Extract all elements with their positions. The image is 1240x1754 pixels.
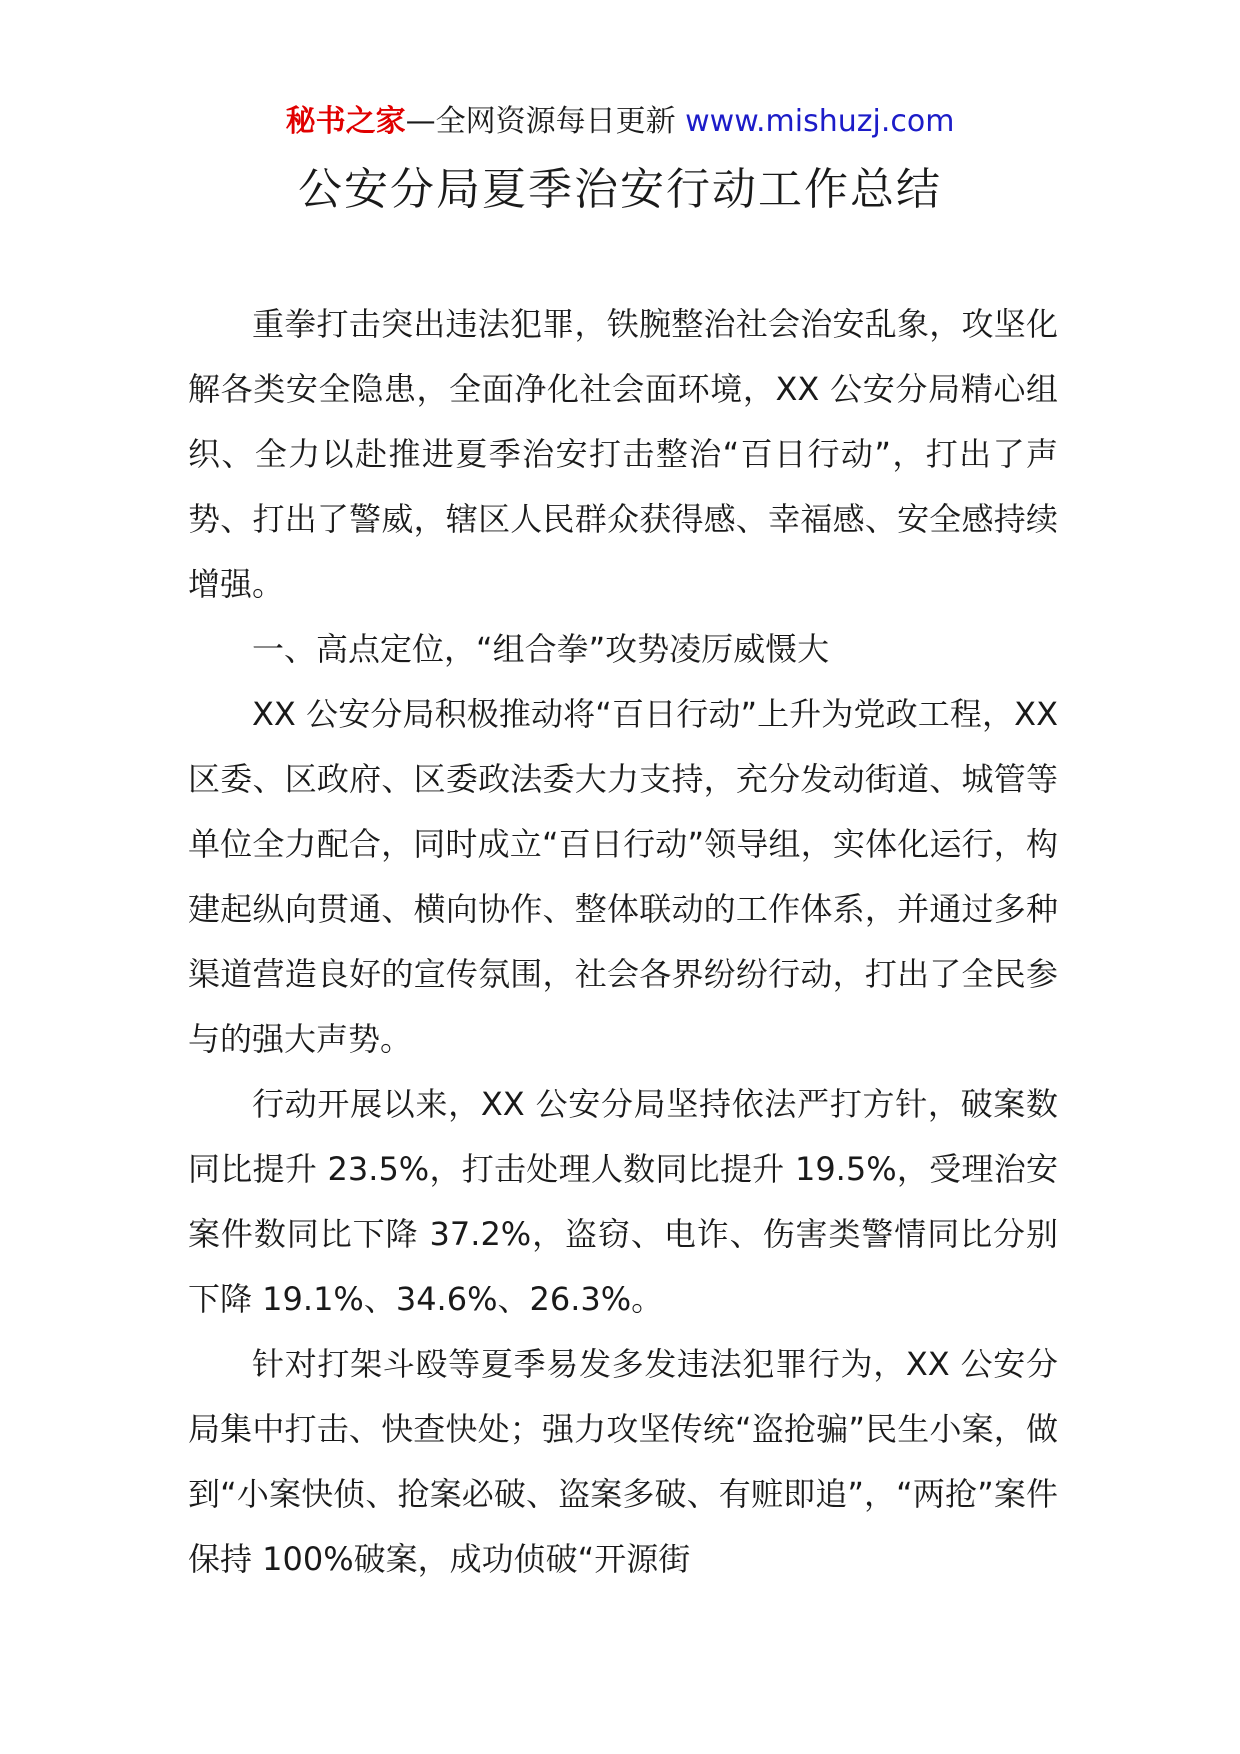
- document-title: 公安分局夏季治安行动工作总结: [298, 164, 942, 215]
- body-paragraph: 行动开展以来，XX 公安分局坚持依法严打方针，破案数同比提升 23.5%，打击处理人数同比提升 19.5%，受理治安案件数同比下降 37.2%，盗窃、电诈、伤害类警情同比分别下降 19.1%、34.6%、26.3%。: [188, 1085, 1058, 1318]
- site-url-link[interactable]: www.mishuzj.com: [685, 104, 955, 139]
- brand-name: 秘书之家: [285, 104, 406, 139]
- section-heading: 一、高点定位，“组合拳”攻势凌厉威慑大: [252, 630, 830, 668]
- header-tagline: —全网资源每日更新: [405, 104, 676, 139]
- site-header: [0, 100, 1240, 144]
- body-paragraph: XX 公安分局积极推动将“百日行动”上升为党政工程，XX 区委、区政府、区委政法委大力支持，充分发动街道、城管等单位全力配合，同时成立“百日行动”领导组，实体化运行，构建起纵向贯通、横向协作、整体联动的工作体系，并通过多种渠道营造良好的宣传氛围，社会各界纷纷行动，打出了全民参与的强大声势。: [188, 695, 1058, 1058]
- document-body: [188, 292, 1058, 1592]
- intro-paragraph: 重拳打击突出违法犯罪，铁腕整治社会治安乱象，攻坚化解各类安全隐患，全面净化社会面环境，XX 公安分局精心组织、全力以赴推进夏季治安打击整治“百日行动”，打出了声势、打出了警威，辖区人民群众获得感、幸福感、安全感持续增强。: [188, 305, 1058, 603]
- body-paragraph: 针对打架斗殴等夏季易发多发违法犯罪行为，XX 公安分局集中打击、快查快处；强力攻坚传统“盗抢骗”民生小案，做到“小案快侦、抢案必破、盗案多破、有赃即追”，“两抢”案件保持 100%破案，成功侦破“开源街: [188, 1345, 1058, 1578]
